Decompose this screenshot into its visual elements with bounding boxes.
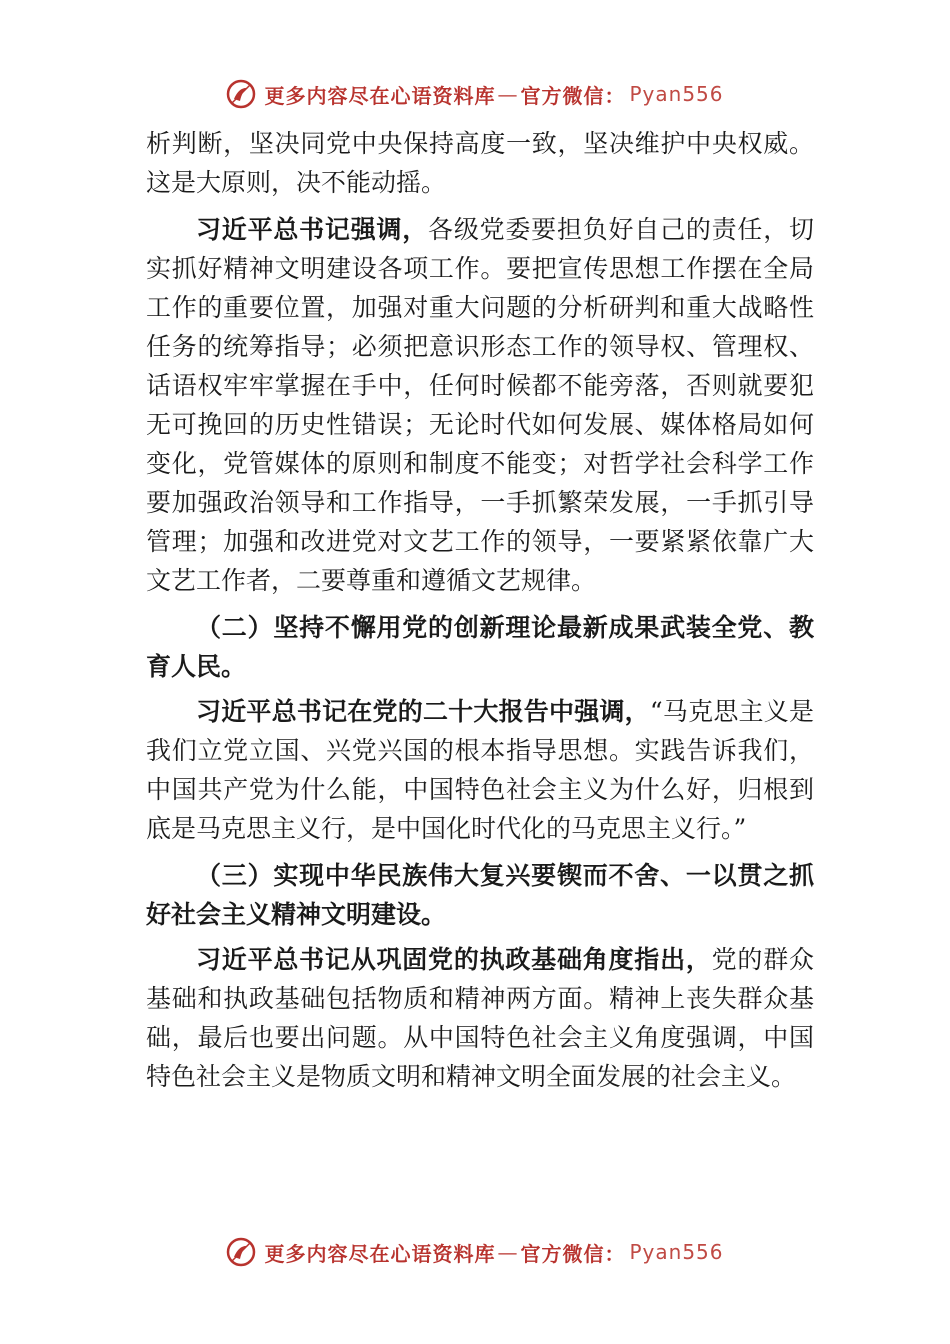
paragraph-lead: 习近平总书记在党的二十大报告中强调， [196,697,650,726]
paragraph-text: “马克思主义是我们立党立国、兴党兴国的根本指导思想。实践告诉我们，中国共产党为什么能，中国特色社会主义为什么好，归根到底是马克思主义行，是中国化时代化的马克思主义行。” [146,697,814,843]
paragraph-text: 党的群众基础和执政基础包括物质和精神两方面。精神上丧失群众基础，最后也要出问题。从中国特色社会主义角度强调，中国特色社会主义是物质文明和精神文明全面发展的社会主义。 [146,945,814,1091]
watermark-wechat-id: Pyan556 [629,1240,724,1264]
paragraph [146,940,814,1096]
watermark-wechat-id: Pyan556 [629,82,724,106]
paragraph [146,124,814,202]
document-body [146,124,814,1104]
brand-logo-icon [226,1237,256,1267]
section-heading: （二）坚持不懈用党的创新理论最新成果武装全党、教育人民。 [146,613,814,681]
paragraph [146,210,814,600]
brand-logo-icon [226,79,256,109]
watermark-suffix: 官方微信： [520,1241,626,1266]
paragraph-text: 各级党委要担负好自己的责任，切实抓好精神文明建设各项工作。要把宣传思想工作摆在全局工作的重要位置，加强对重大问题的分析研判和重大战略性任务的统筹指导；必须把意识形态工作的领导权、管理权、 话语权牢牢掌握在手中，任何时候都不能旁落，否则就要犯无可挽回的历史性错误；无论时代如何发展、媒体格局如何变化，党管媒体的原则和制度不能变；对哲学社会科学工作要加强政治领导和工作指导，一手抓繁荣发展，一手抓引导管理；加强和改进党对文艺工作的领导，一要紧紧依靠广大文艺工作者，二要尊重和遵循文艺规律。 [146,215,814,595]
watermark-suffix: 官方微信： [520,83,626,108]
paragraph [146,692,814,848]
paragraph-lead: 习近平总书记强调， [196,215,429,244]
header-watermark [0,74,950,114]
watermark-dash: — [497,82,519,106]
watermark-text: 更多内容尽在心语资料库 [264,83,496,108]
watermark-text: 更多内容尽在心语资料库 [264,1241,496,1266]
paragraph-lead: 习近平总书记从巩固党的执政基础角度指出， [196,945,712,974]
paragraph-text: 析判断，坚决同党中央保持高度一致，坚决维护中央权威。 这是大原则，决不能动摇。 [146,129,814,197]
watermark-dash: — [497,1240,519,1264]
footer-watermark [0,1232,950,1272]
section-heading: （三）实现中华民族伟大复兴要锲而不舍、一以贯之抓好社会主义精神文明建设。 [146,861,814,929]
